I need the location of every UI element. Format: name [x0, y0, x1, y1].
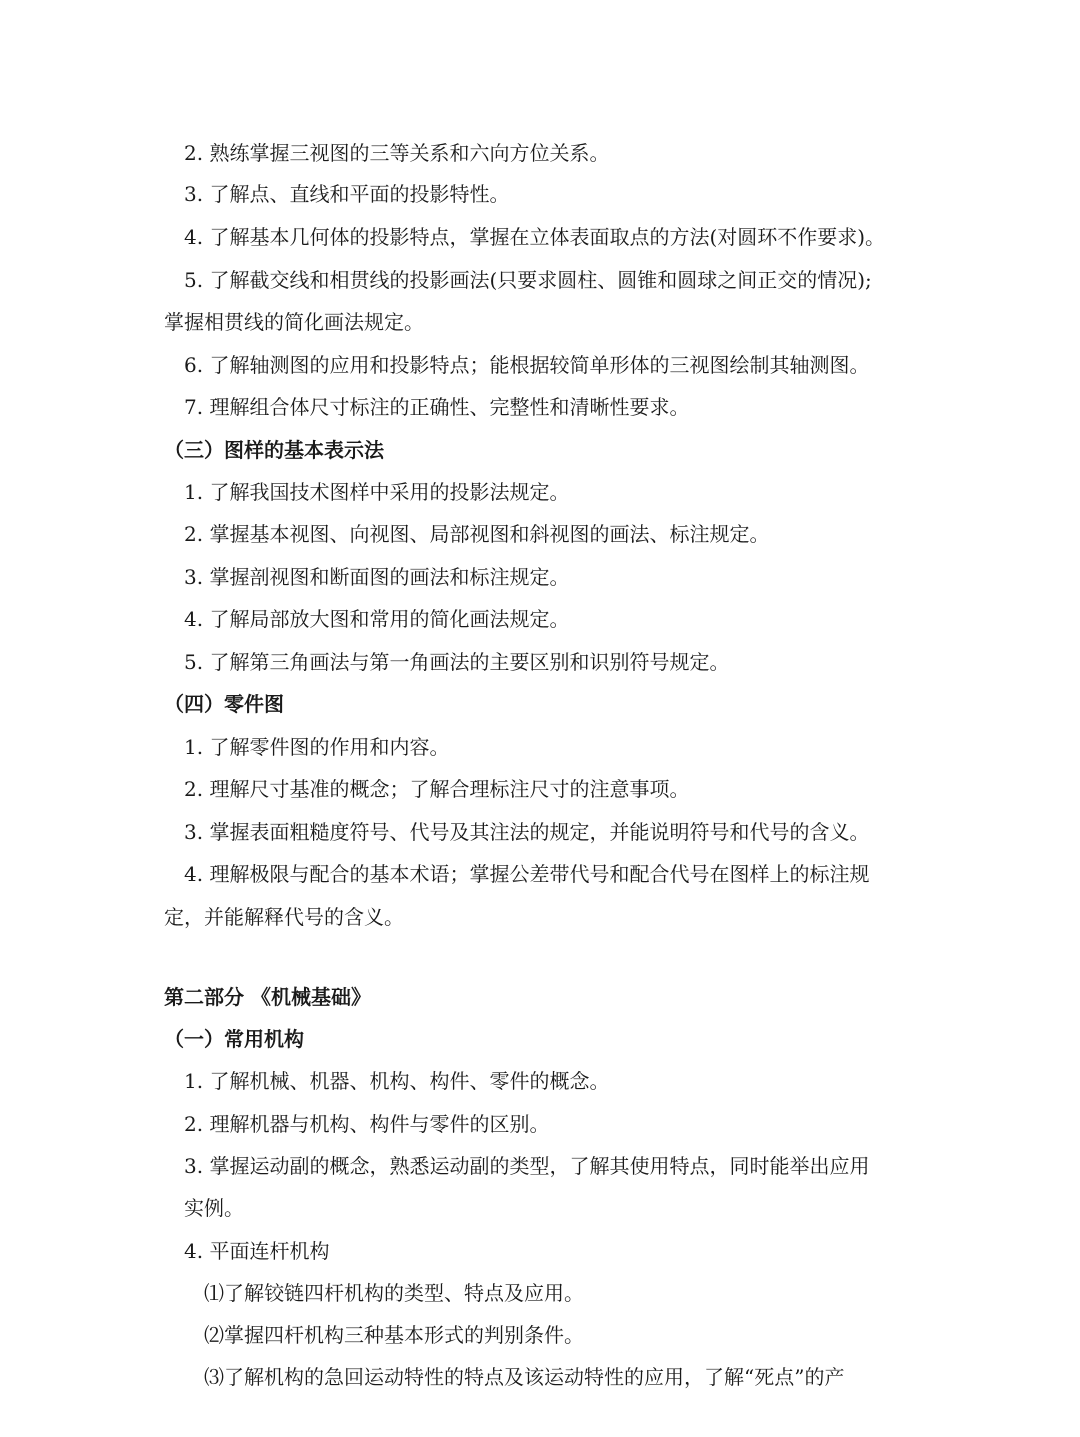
section-heading: （四）零件图	[164, 692, 284, 716]
text-line: 4. 了解局部放大图和常用的简化画法规定。	[184, 607, 570, 631]
text-line: ⑶了解机构的急回运动特性的特点及该运动特性的应用，了解“死点”的产	[204, 1365, 845, 1389]
text-line: 2. 理解尺寸基准的概念；了解合理标注尺寸的注意事项。	[184, 777, 690, 801]
text-line: 2. 掌握基本视图、向视图、局部视图和斜视图的画法、标注规定。	[184, 522, 770, 546]
text-line: 3. 掌握剖视图和断面图的画法和标注规定。	[184, 565, 570, 589]
text-line: 3. 掌握运动副的概念，熟悉运动副的类型，了解其使用特点，同时能举出应用	[184, 1154, 870, 1178]
text-line: 5. 了解第三角画法与第一角画法的主要区别和识别符号规定。	[184, 650, 730, 674]
text-line: 掌握相贯线的简化画法规定。	[164, 310, 424, 334]
text-line: 4. 了解基本几何体的投影特点，掌握在立体表面取点的方法(对圆环不作要求)。	[184, 225, 886, 249]
text-line: 5. 了解截交线和相贯线的投影画法(只要求圆柱、圆锥和圆球之间正交的情况);	[184, 268, 872, 292]
text-line: 4. 平面连杆机构	[184, 1239, 330, 1263]
text-line: 实例。	[184, 1196, 244, 1220]
text-line: 2. 熟练掌握三视图的三等关系和六向方位关系。	[184, 141, 610, 165]
text-line: 1. 了解机械、机器、机构、构件、零件的概念。	[184, 1069, 610, 1093]
section-heading: （三）图样的基本表示法	[164, 438, 384, 462]
section-heading: （一）常用机构	[164, 1027, 304, 1051]
part-heading: 第二部分 《机械基础》	[164, 985, 371, 1009]
text-line: 1. 了解我国技术图样中采用的投影法规定。	[184, 480, 570, 504]
text-line: 7. 理解组合体尺寸标注的正确性、完整性和清晰性要求。	[184, 395, 690, 419]
text-line: 3. 了解点、直线和平面的投影特性。	[184, 182, 510, 206]
text-line: 6. 了解轴测图的应用和投影特点；能根据较简单形体的三视图绘制其轴测图。	[184, 353, 870, 377]
text-line: 4. 理解极限与配合的基本术语；掌握公差带代号和配合代号在图样上的标注规	[184, 862, 870, 886]
text-line: 2. 理解机器与机构、构件与零件的区别。	[184, 1112, 550, 1136]
text-line: ⑵掌握四杆机构三种基本形式的判别条件。	[204, 1323, 584, 1347]
text-line: 1. 了解零件图的作用和内容。	[184, 735, 450, 759]
text-line: 3. 掌握表面粗糙度符号、代号及其注法的规定，并能说明符号和代号的含义。	[184, 820, 870, 844]
text-line: ⑴了解铰链四杆机构的类型、特点及应用。	[204, 1281, 584, 1305]
text-line: 定，并能解释代号的含义。	[164, 905, 404, 929]
